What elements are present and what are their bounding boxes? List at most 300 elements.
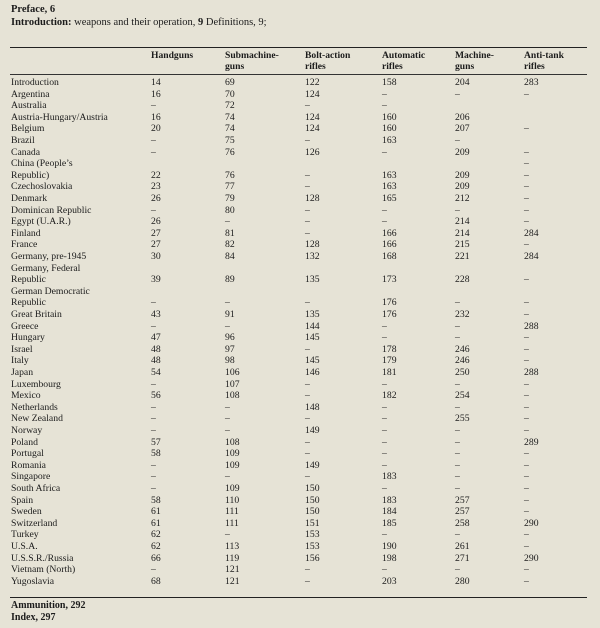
table-row xyxy=(0,390,600,402)
row-country: Singapore xyxy=(11,471,51,483)
row-page-ref: – xyxy=(305,216,310,228)
row-page-ref: 246 xyxy=(455,355,470,367)
table-row xyxy=(0,506,600,518)
row-page-ref: 56 xyxy=(151,390,161,402)
row-page-ref: 258 xyxy=(455,517,470,529)
row-page-ref: – xyxy=(151,471,156,483)
row-page-ref: 135 xyxy=(305,309,320,320)
table-row xyxy=(0,297,600,309)
row-page-ref: 108 xyxy=(225,436,240,448)
table-row xyxy=(0,263,600,275)
ammunition-entry: Ammunition, 292 xyxy=(11,600,86,611)
row-page-ref: – xyxy=(524,401,529,413)
row-page-ref: 182 xyxy=(382,390,397,402)
table-row xyxy=(0,193,600,205)
row-page-ref: 215 xyxy=(455,239,470,251)
table-row xyxy=(0,518,600,530)
row-page-ref: 166 xyxy=(382,227,397,239)
row-page-ref: – xyxy=(382,332,387,344)
row-page-ref: 160 xyxy=(382,111,397,123)
row-page-ref: 145 xyxy=(305,355,320,367)
row-page-ref: – xyxy=(151,564,156,576)
row-country: Netherlands xyxy=(11,401,58,413)
preface-label: Preface xyxy=(11,4,45,15)
row-page-ref: 126 xyxy=(305,146,320,158)
row-page-ref: – xyxy=(524,146,529,158)
table-row xyxy=(0,495,600,507)
row-page-ref: – xyxy=(225,529,230,541)
row-page-ref: 246 xyxy=(455,343,470,355)
row-page-ref: 158 xyxy=(382,77,397,88)
row-country: German Democratic xyxy=(11,285,90,297)
row-country: Austria-Hungary/Austria xyxy=(11,111,108,123)
row-page-ref: – xyxy=(305,471,310,483)
table-row xyxy=(0,123,600,135)
row-country: Egypt (U.A.R.) xyxy=(11,216,71,228)
row-page-ref: 290 xyxy=(524,517,539,529)
row-page-ref: – xyxy=(455,471,460,483)
table-row xyxy=(0,309,600,321)
row-page-ref: 232 xyxy=(455,309,470,320)
row-country: Italy xyxy=(11,355,29,367)
row-page-ref: 58 xyxy=(151,494,161,506)
row-page-ref: 77 xyxy=(225,181,235,193)
row-page-ref: 151 xyxy=(305,517,320,529)
row-page-ref: – xyxy=(225,413,230,425)
table-row xyxy=(0,251,600,263)
row-country: Introduction xyxy=(11,77,59,88)
row-page-ref: – xyxy=(524,448,529,460)
row-page-ref: 132 xyxy=(305,251,320,262)
row-page-ref: 153 xyxy=(305,541,320,552)
row-page-ref: – xyxy=(382,529,387,541)
row-page-ref: 26 xyxy=(151,216,161,228)
row-country: Czechoslovakia xyxy=(11,181,73,193)
row-country: Romania xyxy=(11,459,46,471)
row-page-ref: – xyxy=(305,390,310,402)
row-page-ref: 206 xyxy=(455,111,470,123)
row-page-ref: 163 xyxy=(382,135,397,146)
row-page-ref: – xyxy=(382,483,387,494)
table-row xyxy=(0,274,600,286)
row-page-ref: – xyxy=(524,575,529,587)
row-page-ref: 62 xyxy=(151,541,161,552)
row-page-ref: 66 xyxy=(151,552,161,564)
row-page-ref: 257 xyxy=(455,494,470,506)
row-page-ref: – xyxy=(524,158,529,170)
row-page-ref: 221 xyxy=(455,251,470,262)
row-page-ref: – xyxy=(382,448,387,460)
row-page-ref: – xyxy=(524,169,529,181)
table-row xyxy=(0,483,600,495)
table-row xyxy=(0,77,600,89)
row-page-ref: 22 xyxy=(151,169,161,181)
table-row xyxy=(0,100,600,112)
table-row xyxy=(0,379,600,391)
row-page-ref: 108 xyxy=(225,390,240,402)
table-row xyxy=(0,425,600,437)
row-page-ref: 16 xyxy=(151,88,161,100)
table-row xyxy=(0,437,600,449)
column-header-machine-guns: Machine- guns xyxy=(455,50,494,72)
row-page-ref: 280 xyxy=(455,575,470,587)
row-page-ref: 62 xyxy=(151,529,161,541)
table-row xyxy=(0,332,600,344)
row-page-ref: 255 xyxy=(455,413,470,425)
introduction-page: 9 xyxy=(198,17,204,28)
row-page-ref: – xyxy=(455,204,460,216)
row-page-ref: 124 xyxy=(305,111,320,123)
row-page-ref: 113 xyxy=(225,541,240,552)
row-page-ref: 135 xyxy=(305,274,320,286)
row-page-ref: – xyxy=(524,390,529,402)
row-page-ref: 58 xyxy=(151,448,161,460)
row-country: Spain xyxy=(11,494,34,506)
row-page-ref: 96 xyxy=(225,332,235,344)
row-page-ref: – xyxy=(455,425,460,436)
row-page-ref: – xyxy=(455,320,460,332)
row-page-ref: 68 xyxy=(151,575,161,587)
row-page-ref: 261 xyxy=(455,541,470,552)
row-page-ref: 209 xyxy=(455,169,470,181)
row-page-ref: – xyxy=(225,401,230,413)
row-page-ref: 69 xyxy=(225,77,235,88)
row-page-ref: 214 xyxy=(455,227,470,239)
row-page-ref: – xyxy=(151,297,156,309)
row-page-ref: – xyxy=(524,471,529,483)
row-country: Switzerland xyxy=(11,517,58,529)
row-page-ref: – xyxy=(382,378,387,390)
row-page-ref: 27 xyxy=(151,239,161,251)
table-header-rule xyxy=(10,74,587,75)
row-page-ref: 47 xyxy=(151,332,161,344)
row-page-ref: – xyxy=(382,436,387,448)
row-page-ref: 48 xyxy=(151,343,161,355)
row-page-ref: 111 xyxy=(225,517,239,529)
row-page-ref: – xyxy=(455,297,460,309)
row-page-ref: 284 xyxy=(524,251,539,262)
table-row xyxy=(0,344,600,356)
row-page-ref: – xyxy=(382,320,387,332)
row-page-ref: – xyxy=(455,448,460,460)
row-page-ref: – xyxy=(455,332,460,344)
row-page-ref: – xyxy=(455,529,460,541)
row-page-ref: – xyxy=(225,320,230,332)
row-page-ref: – xyxy=(382,401,387,413)
row-page-ref: – xyxy=(305,413,310,425)
row-page-ref: – xyxy=(225,297,230,309)
row-country: Israel xyxy=(11,343,33,355)
row-country: Turkey xyxy=(11,529,39,541)
row-page-ref: – xyxy=(524,123,529,135)
row-page-ref: 173 xyxy=(382,274,397,286)
row-page-ref: – xyxy=(524,541,529,552)
row-country: China (People’s xyxy=(11,158,73,170)
row-page-ref: 290 xyxy=(524,552,539,564)
row-page-ref: – xyxy=(225,471,230,483)
row-page-ref: – xyxy=(455,564,460,576)
row-country: Norway xyxy=(11,425,43,436)
row-page-ref: 98 xyxy=(225,355,235,367)
index-entry: Index, 297 xyxy=(11,612,56,623)
row-page-ref: 122 xyxy=(305,77,320,88)
row-page-ref: 250 xyxy=(455,367,470,378)
row-country: Poland xyxy=(11,436,38,448)
row-page-ref: – xyxy=(524,529,529,541)
column-header-automatic-rifles: Automatic rifles xyxy=(382,50,426,72)
row-page-ref: 176 xyxy=(382,309,397,320)
column-header-anti-tank-rifles: Anti-tank rifles xyxy=(524,50,564,72)
row-country: Great Britain xyxy=(11,309,62,320)
row-country: Republic xyxy=(11,297,46,309)
row-page-ref: – xyxy=(455,88,460,100)
row-page-ref: 150 xyxy=(305,483,320,494)
table-row xyxy=(0,112,600,124)
introduction-text: weapons and their operation, xyxy=(74,17,196,28)
row-country: Greece xyxy=(11,320,39,332)
column-header-handguns: Handguns xyxy=(151,50,194,61)
row-page-ref: – xyxy=(524,355,529,367)
table-row xyxy=(0,147,600,159)
row-page-ref: 214 xyxy=(455,216,470,228)
row-page-ref: 203 xyxy=(382,575,397,587)
table-row xyxy=(0,367,600,379)
table-row xyxy=(0,89,600,101)
row-page-ref: 183 xyxy=(382,471,397,483)
row-page-ref: – xyxy=(305,135,310,146)
row-page-ref: – xyxy=(151,425,156,436)
row-country: Belgium xyxy=(11,123,45,135)
row-page-ref: – xyxy=(305,564,310,576)
row-page-ref: 121 xyxy=(225,564,240,576)
row-page-ref: – xyxy=(151,320,156,332)
row-page-ref: 23 xyxy=(151,181,161,193)
table-row xyxy=(0,170,600,182)
row-country: Canada xyxy=(11,146,41,158)
column-header-bolt-action-rifles: Bolt-action rifles xyxy=(305,50,351,72)
row-page-ref: 145 xyxy=(305,332,320,344)
row-page-ref: – xyxy=(305,169,310,181)
row-page-ref: 74 xyxy=(225,123,235,135)
row-page-ref: 184 xyxy=(382,506,397,518)
row-page-ref: 70 xyxy=(225,88,235,100)
row-page-ref: 97 xyxy=(225,343,235,355)
row-page-ref: – xyxy=(455,483,460,494)
row-country: France xyxy=(11,239,38,251)
row-page-ref: 111 xyxy=(225,506,239,518)
row-page-ref: – xyxy=(225,425,230,436)
row-page-ref: 121 xyxy=(225,575,240,587)
row-page-ref: 128 xyxy=(305,239,320,251)
row-page-ref: 198 xyxy=(382,552,397,564)
row-page-ref: – xyxy=(455,401,460,413)
table-row xyxy=(0,541,600,553)
row-page-ref: 119 xyxy=(225,552,240,564)
row-page-ref: 228 xyxy=(455,274,470,286)
row-page-ref: – xyxy=(524,204,529,216)
row-country: Germany, Federal xyxy=(11,262,81,274)
row-page-ref: 144 xyxy=(305,320,320,332)
row-country: Finland xyxy=(11,227,41,239)
row-page-ref: 166 xyxy=(382,239,397,251)
row-page-ref: 271 xyxy=(455,552,470,564)
row-page-ref: 54 xyxy=(151,367,161,378)
row-page-ref: 185 xyxy=(382,517,397,529)
row-page-ref: – xyxy=(524,494,529,506)
row-page-ref: – xyxy=(305,297,310,309)
table-row xyxy=(0,181,600,193)
row-page-ref: 109 xyxy=(225,448,240,460)
row-page-ref: – xyxy=(151,135,156,146)
row-page-ref: 26 xyxy=(151,193,161,204)
row-page-ref: 109 xyxy=(225,483,240,494)
table-top-rule xyxy=(10,47,587,48)
row-page-ref: 124 xyxy=(305,123,320,135)
row-country: South Africa xyxy=(11,483,61,494)
row-page-ref: 179 xyxy=(382,355,397,367)
row-page-ref: 149 xyxy=(305,459,320,471)
row-page-ref: 150 xyxy=(305,506,320,518)
row-country: Argentina xyxy=(11,88,50,100)
row-page-ref: – xyxy=(305,100,310,112)
row-page-ref: 61 xyxy=(151,506,161,518)
column-header-submachine-guns: Submachine- guns xyxy=(225,50,279,72)
row-page-ref: 76 xyxy=(225,146,235,158)
row-page-ref: 149 xyxy=(305,425,320,436)
row-page-ref: – xyxy=(151,401,156,413)
row-page-ref: 207 xyxy=(455,123,470,135)
row-page-ref: 183 xyxy=(382,494,397,506)
row-page-ref: – xyxy=(524,332,529,344)
row-country: Dominican Republic xyxy=(11,204,92,216)
row-page-ref: 43 xyxy=(151,309,161,320)
definitions-text: Definitions, 9; xyxy=(205,17,267,28)
row-page-ref: 148 xyxy=(305,401,320,413)
row-page-ref: 79 xyxy=(225,193,235,204)
row-page-ref: – xyxy=(151,413,156,425)
row-page-ref: 209 xyxy=(455,181,470,193)
row-country: Australia xyxy=(11,100,47,112)
row-page-ref: – xyxy=(382,459,387,471)
row-page-ref: 80 xyxy=(225,204,235,216)
row-page-ref: 75 xyxy=(225,135,235,146)
row-country: U.S.A. xyxy=(11,541,38,552)
row-page-ref: – xyxy=(524,413,529,425)
row-page-ref: – xyxy=(305,204,310,216)
table-row xyxy=(0,413,600,425)
row-page-ref: – xyxy=(524,274,529,286)
table-row xyxy=(0,158,600,170)
row-page-ref: – xyxy=(305,227,310,239)
row-page-ref: – xyxy=(524,216,529,228)
row-page-ref: 124 xyxy=(305,88,320,100)
row-page-ref: – xyxy=(382,425,387,436)
row-page-ref: 153 xyxy=(305,529,320,541)
row-country: Hungary xyxy=(11,332,45,344)
row-page-ref: – xyxy=(382,100,387,112)
row-page-ref: – xyxy=(524,459,529,471)
table-row xyxy=(0,576,600,588)
row-page-ref: – xyxy=(524,193,529,204)
row-country: Yugoslavia xyxy=(11,575,55,587)
row-country: New Zealand xyxy=(11,413,63,425)
row-country: Brazil xyxy=(11,135,35,146)
row-country: U.S.S.R./Russia xyxy=(11,552,74,564)
row-page-ref: 289 xyxy=(524,436,539,448)
row-page-ref: 160 xyxy=(382,123,397,135)
row-page-ref: – xyxy=(151,146,156,158)
row-country: Denmark xyxy=(11,193,48,204)
table-row xyxy=(0,321,600,333)
table-row xyxy=(0,135,600,147)
row-country: Republic) xyxy=(11,169,50,181)
row-page-ref: – xyxy=(524,343,529,355)
table-row xyxy=(0,553,600,565)
introduction-line: Introduction: weapons and their operation, 9 Definitions, 9; xyxy=(11,17,267,28)
row-page-ref: – xyxy=(524,425,529,436)
row-page-ref: 190 xyxy=(382,541,397,552)
preface-line: Preface, 6 xyxy=(11,4,56,15)
row-page-ref: 107 xyxy=(225,378,240,390)
row-page-ref: – xyxy=(524,297,529,309)
row-page-ref: 165 xyxy=(382,193,397,204)
row-page-ref: – xyxy=(151,483,156,494)
row-page-ref: – xyxy=(455,436,460,448)
row-page-ref: – xyxy=(524,506,529,518)
table-row xyxy=(0,460,600,472)
row-page-ref: – xyxy=(151,459,156,471)
row-page-ref: – xyxy=(524,88,529,100)
row-page-ref: – xyxy=(382,146,387,158)
row-page-ref: 27 xyxy=(151,227,161,239)
row-page-ref: 76 xyxy=(225,169,235,181)
row-page-ref: 39 xyxy=(151,274,161,286)
row-page-ref: – xyxy=(524,378,529,390)
table-row xyxy=(0,205,600,217)
row-page-ref: 61 xyxy=(151,517,161,529)
row-page-ref: 212 xyxy=(455,193,470,204)
row-country: Sweden xyxy=(11,506,42,518)
row-page-ref: – xyxy=(305,575,310,587)
table-bottom-rule xyxy=(10,597,587,598)
row-page-ref: – xyxy=(305,181,310,193)
row-page-ref: – xyxy=(305,448,310,460)
row-page-ref: – xyxy=(524,309,529,320)
row-page-ref: – xyxy=(151,378,156,390)
row-page-ref: – xyxy=(524,483,529,494)
row-page-ref: 283 xyxy=(524,77,539,88)
row-page-ref: 89 xyxy=(225,274,235,286)
row-page-ref: 72 xyxy=(225,100,235,112)
row-page-ref: 288 xyxy=(524,367,539,378)
row-page-ref: 254 xyxy=(455,390,470,402)
row-page-ref: – xyxy=(382,204,387,216)
row-page-ref: 74 xyxy=(225,111,235,123)
row-page-ref: – xyxy=(382,413,387,425)
row-country: Mexico xyxy=(11,390,41,402)
row-page-ref: 150 xyxy=(305,494,320,506)
row-page-ref: 176 xyxy=(382,297,397,309)
row-page-ref: – xyxy=(305,436,310,448)
row-page-ref: – xyxy=(151,204,156,216)
table-row xyxy=(0,471,600,483)
row-page-ref: 209 xyxy=(455,146,470,158)
row-page-ref: 81 xyxy=(225,227,235,239)
row-page-ref: 109 xyxy=(225,459,240,471)
row-page-ref: 163 xyxy=(382,181,397,193)
table-row xyxy=(0,286,600,298)
row-country: Luxembourg xyxy=(11,378,61,390)
